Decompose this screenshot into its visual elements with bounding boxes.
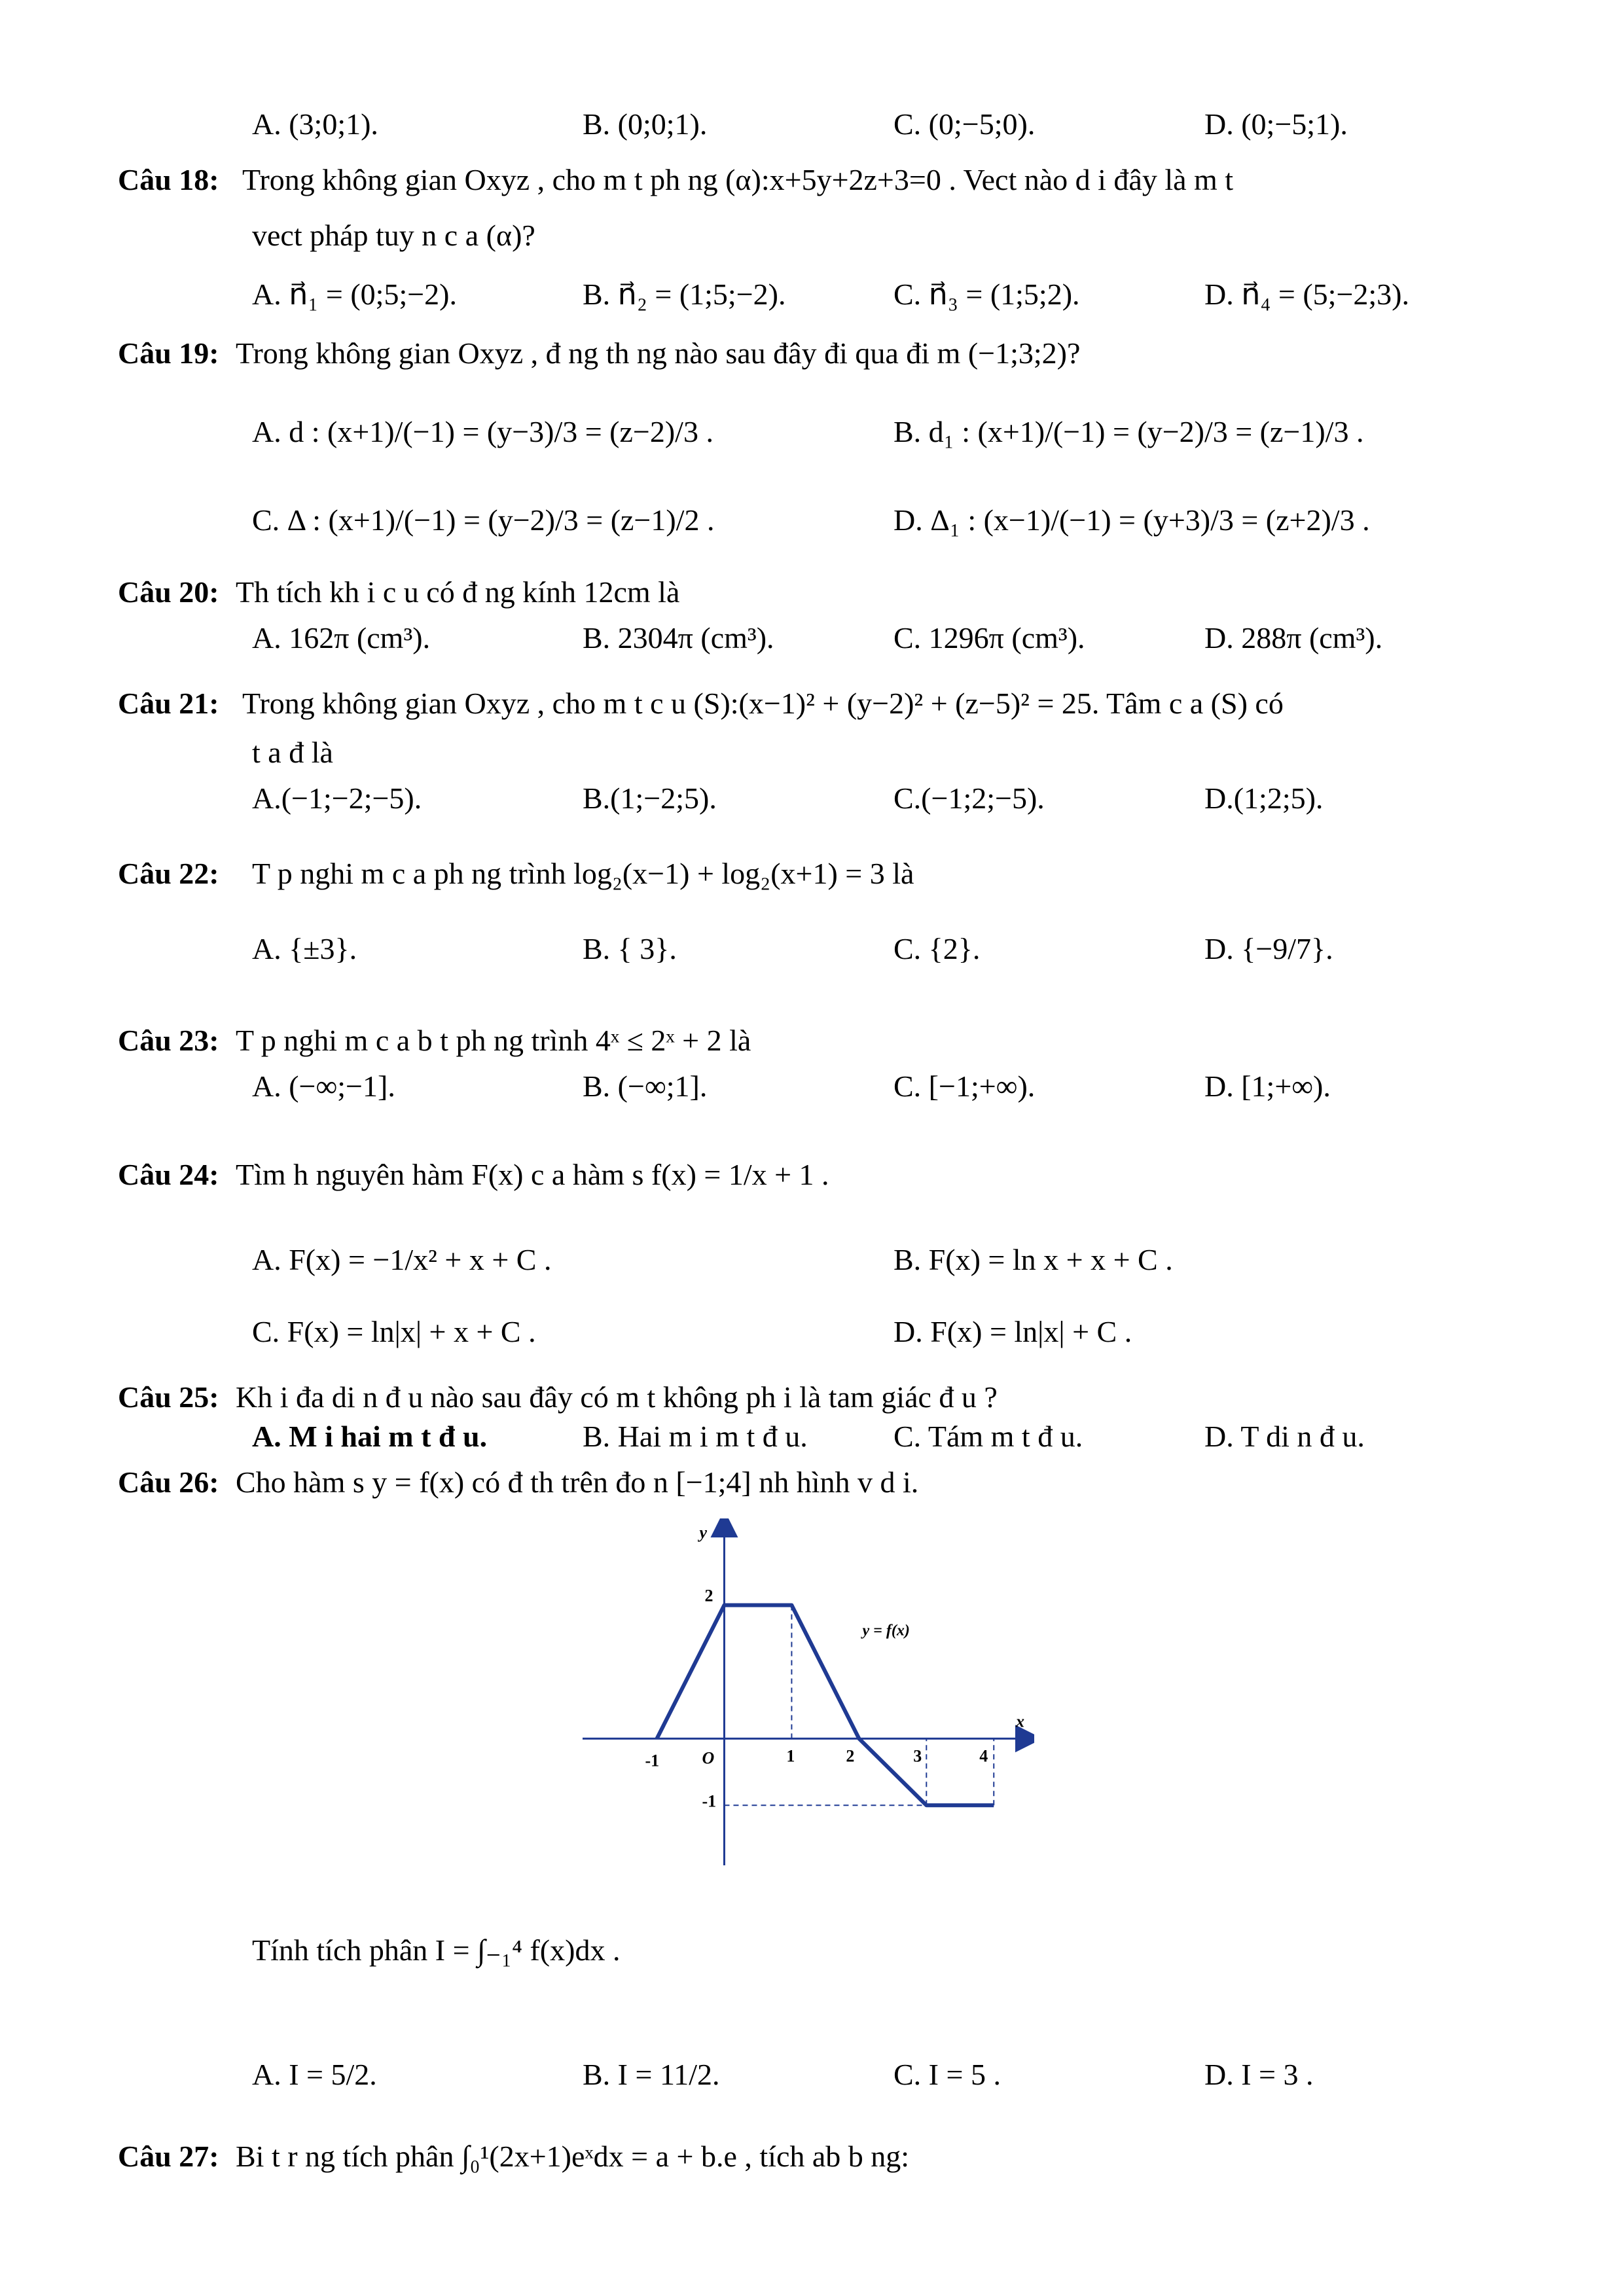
q21-option-d: D.(1;2;5).: [1204, 781, 1324, 815]
q25-text: Kh i đa di n đ u nào sau đây có m t không ph i là tam giác đ u ?: [236, 1380, 998, 1414]
curve-label: y = f(x): [862, 1622, 910, 1640]
function-graph: [576, 1518, 1034, 1865]
graph-labels: [645, 1523, 1024, 1810]
q21-option-c: C.(−1;2;−5).: [893, 781, 1045, 815]
q17-option-a: A. (3;0;1).: [252, 107, 378, 141]
x-axis-label: x: [1016, 1712, 1024, 1731]
q26-option-a: A. I = 5/2.: [252, 2058, 377, 2091]
q22-label: Câu 22:: [118, 857, 219, 890]
q19-text: Trong không gian Oxyz , đ ng th ng nào sau đây đi qua đi m (−1;3;2)?: [236, 336, 1081, 370]
q18-label: Câu 18:: [118, 163, 219, 196]
y-tick-label-2: 2: [704, 1586, 713, 1605]
q24-label: Câu 24:: [118, 1158, 219, 1191]
q26-label: Câu 26:: [118, 1465, 219, 1499]
q19-option-b: B. d₁ : (x+1)/(−1) = (y−2)/3 = (z−1)/3 .: [893, 415, 1364, 448]
q19-label: Câu 19:: [118, 336, 219, 370]
q17-option-c: C. (0;−5;0).: [893, 107, 1036, 141]
q22-option-b: B. { 3}.: [583, 932, 677, 965]
q20-text: Th tích kh i c u có đ ng kính 12cm là: [236, 575, 680, 609]
q21-option-b: B.(1;−2;5).: [583, 781, 717, 815]
q21-text-line2: t a đ là: [252, 736, 333, 769]
q21-label: Câu 21:: [118, 687, 219, 720]
q26-integral-text: Tính tích phân I = ∫₋₁⁴ f(x)dx .: [252, 1933, 621, 1967]
q20-option-b: B. 2304π (cm³).: [583, 621, 774, 655]
q20-option-d: D. 288π (cm³).: [1204, 621, 1383, 655]
graph-curve-group: [657, 1605, 994, 1805]
x-tick-label-neg1: -1: [645, 1751, 660, 1770]
q25-option-b: B. Hai m i m t đ u.: [583, 1420, 808, 1453]
y-axis-label: y: [699, 1523, 708, 1542]
q25-option-d: D. T di n đ u.: [1204, 1420, 1365, 1453]
q24-text: Tìm h nguyên hàm F(x) c a hàm s f(x) = 1/x + 1 .: [236, 1158, 829, 1191]
x-tick-label-3: 3: [913, 1746, 922, 1766]
q23-option-d: D. [1;+∞).: [1204, 1069, 1331, 1103]
q18-option-d: D. n⃗₄ = (5;−2;3).: [1204, 278, 1409, 311]
q23-text: T p nghi m c a b t ph ng trình 4ˣ ≤ 2ˣ + 2 là: [236, 1024, 751, 1057]
q22-option-d: D. {−9/7}.: [1204, 932, 1333, 965]
q22-text: T p nghi m c a ph ng trình log₂(x−1) + log₂(x+1) = 3 là: [252, 857, 914, 890]
q25-option-c: C. Tám m t đ u.: [893, 1420, 1083, 1453]
q22-option-a: A. {±3}.: [252, 932, 357, 965]
q27-label: Câu 27:: [118, 2140, 219, 2173]
q19-option-d: D. Δ₁ : (x−1)/(−1) = (y+3)/3 = (z+2)/3 .: [893, 503, 1370, 537]
q26-option-b: B. I = 11/2.: [583, 2058, 720, 2091]
graph-guide-lines: [724, 1605, 994, 1806]
q26-option-c: C. I = 5 .: [893, 2058, 1001, 2091]
q18-text-line2: vect pháp tuy n c a (α)?: [252, 219, 535, 252]
q17-option-d: D. (0;−5;1).: [1204, 107, 1348, 141]
q21-option-a: A.(−1;−2;−5).: [252, 781, 422, 815]
q18-option-b: B. n⃗₂ = (1;5;−2).: [583, 278, 786, 311]
q27-text: Bi t r ng tích phân ∫₀¹(2x+1)eˣdx = a + b.e , tích ab b ng:: [236, 2140, 910, 2173]
q23-option-c: C. [−1;+∞).: [893, 1069, 1036, 1103]
origin-label: O: [702, 1748, 715, 1768]
x-tick-label-2: 2: [846, 1746, 855, 1766]
q24-option-d: D. F(x) = ln|x| + C .: [893, 1315, 1132, 1348]
q18-option-a: A. n⃗₁ = (0;5;−2).: [252, 278, 457, 311]
q22-option-c: C. {2}.: [893, 932, 981, 965]
q24-option-a: A. F(x) = −1/x² + x + C .: [252, 1243, 552, 1276]
q24-option-c: C. F(x) = ln|x| + x + C .: [252, 1315, 536, 1348]
q19-option-c: C. Δ : (x+1)/(−1) = (y−2)/3 = (z−1)/2 .: [252, 503, 715, 537]
q17-option-b: B. (0;0;1).: [583, 107, 708, 141]
q21-text-line1: Trong không gian Oxyz , cho m t c u (S):(x−1)² + (y−2)² + (z−5)² = 25. Tâm c a (S) có: [242, 687, 1284, 720]
x-tick-label-1: 1: [786, 1746, 795, 1766]
q25-option-a: A. M i hai m t đ u.: [252, 1420, 488, 1453]
function-curve: [657, 1605, 994, 1806]
graph-axes: [583, 1524, 1029, 1865]
y-tick-label-neg1: -1: [702, 1791, 717, 1811]
q23-option-b: B. (−∞;1].: [583, 1069, 708, 1103]
q18-option-c: C. n⃗₃ = (1;5;2).: [893, 278, 1080, 311]
q24-option-b: B. F(x) = ln x + x + C .: [893, 1243, 1173, 1276]
q25-label: Câu 25:: [118, 1380, 219, 1414]
q26-option-d: D. I = 3 .: [1204, 2058, 1314, 2091]
q20-option-a: A. 162π (cm³).: [252, 621, 431, 655]
q20-label: Câu 20:: [118, 575, 219, 609]
q23-label: Câu 23:: [118, 1024, 219, 1057]
q20-option-c: C. 1296π (cm³).: [893, 621, 1085, 655]
x-tick-label-4: 4: [979, 1746, 988, 1766]
q23-option-a: A. (−∞;−1].: [252, 1069, 395, 1103]
q18-text-line1: Trong không gian Oxyz , cho m t ph ng (α):x+5y+2z+3=0 . Vect nào d i đây là m t: [242, 163, 1234, 196]
q26-text: Cho hàm s y = f(x) có đ th trên đo n [−1;4] nh hình v d i.: [236, 1465, 919, 1499]
q19-option-a: A. d : (x+1)/(−1) = (y−3)/3 = (z−2)/3 .: [252, 415, 713, 448]
